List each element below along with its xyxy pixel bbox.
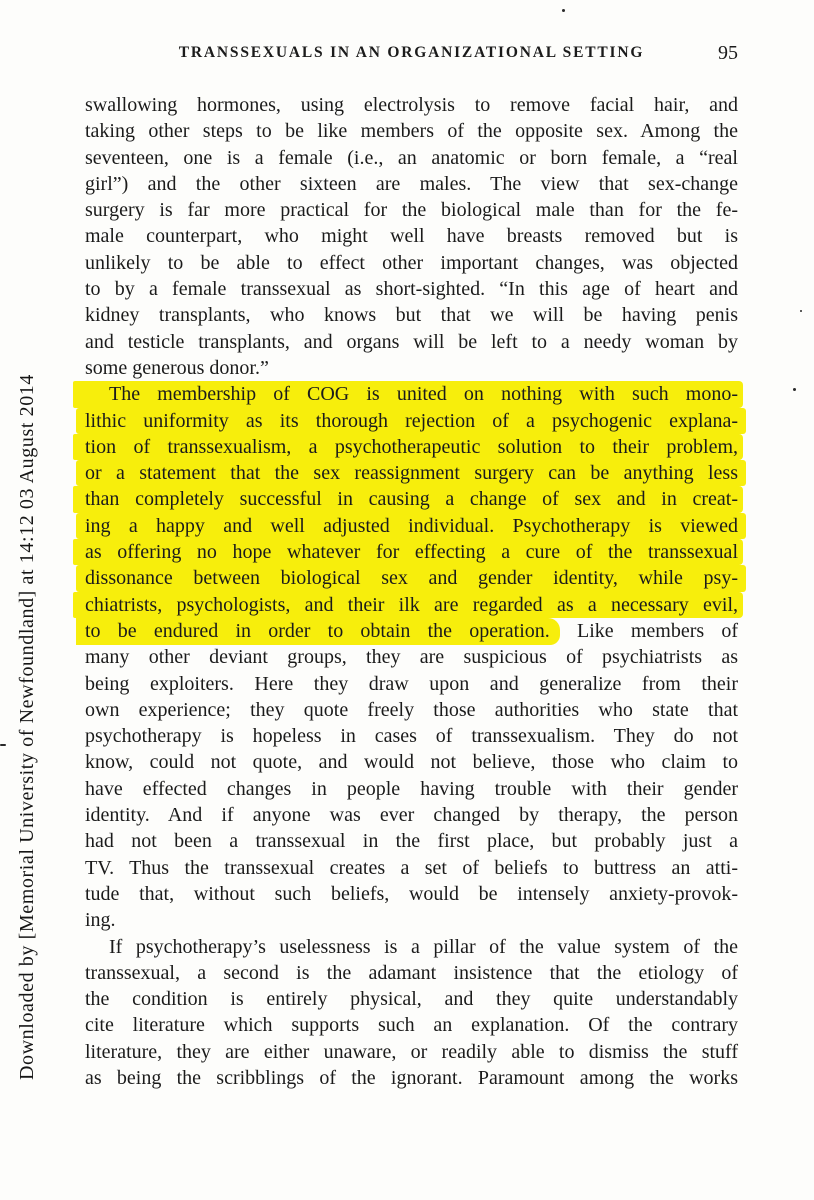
text-line: and testicle transplants, and organs will be left to a needy woman by — [85, 330, 738, 353]
text-line: taking other steps to be like members of the opposite sex. Among the — [85, 120, 738, 143]
text-line: lithic uniformity as its thorough rejection of a psychogenic explana- — [76, 408, 746, 434]
text-line: kidney transplants, who knows but that we will be having penis — [85, 304, 738, 327]
text-line: chiatrists, psychologists, and their ilk are regarded as a necessary evil, — [73, 592, 743, 618]
text-line: male counterpart, who might well have breasts removed but is — [85, 225, 738, 248]
page-header — [85, 44, 738, 68]
text-line: the condition is entirely physical, and they quite understandably — [85, 988, 738, 1011]
text-line: identity. And if anyone was ever changed by therapy, the person — [85, 804, 738, 827]
download-watermark: Downloaded by [Memorial University of Newfoundland] at 14:12 03 August 2014 — [16, 373, 38, 1080]
text-line: The membership of COG is united on nothing with such mono- — [73, 381, 743, 407]
text-line: as offering no hope whatever for effecting a cure of the transsexual — [73, 539, 743, 565]
text-line: had not been a transsexual in the first place, but probably just a — [85, 830, 738, 853]
text-line: girl”) and the other sixteen are males. The view that sex-change — [85, 172, 738, 195]
text-line: cite literature which supports such an explanation. Of the contrary — [85, 1014, 738, 1037]
text-line: than completely successful in causing a change of sex and in creat- — [73, 486, 743, 512]
text-line: unlikely to be able to effect other important changes, was objected — [85, 251, 738, 274]
text-line: know, could not quote, and would not believe, those who claim to — [85, 751, 738, 774]
text-line: being exploiters. Here they draw upon and generalize from their — [85, 672, 738, 695]
text-line: some generous donor.” — [85, 356, 269, 379]
text-line: many other deviant groups, they are suspicious of psychiatrists as — [85, 646, 738, 669]
scan-speck — [562, 9, 565, 12]
text-line: transsexual, a second is the adamant insistence that the etiology of — [85, 961, 738, 984]
body-text — [85, 92, 738, 1091]
scan-speck — [0, 744, 6, 746]
text-line: tude that, without such beliefs, would be intensely anxiety-provok- — [85, 882, 738, 905]
text-line: TV. Thus the transsexual creates a set of beliefs to buttress an atti- — [85, 856, 738, 879]
scan-speck — [793, 388, 796, 391]
scan-speck — [800, 310, 802, 312]
text-line: seventeen, one is a female (i.e., an anatomic or born female, a “real — [85, 146, 738, 169]
text-line: or a statement that the sex reassignment surgery can be anything less — [76, 460, 746, 486]
plain-text: Like members of — [559, 619, 739, 642]
text-line: psychotherapy is hopeless in cases of transsexualism. They do not — [85, 725, 738, 748]
text-line: tion of transsexualism, a psychotherapeutic solution to their problem, — [73, 434, 743, 460]
text-line: own experience; they quote freely those authorities who state that — [85, 698, 738, 721]
highlighted-text: to be endured in order to obtain the operation. — [76, 618, 560, 645]
text-line: ing a happy and well adjusted individual. Psychotherapy is viewed — [76, 513, 746, 539]
text-line: dissonance between biological sex and gender identity, while psy- — [76, 565, 746, 591]
text-line — [85, 618, 738, 644]
text-line: swallowing hormones, using electrolysis to remove facial hair, and — [85, 94, 738, 116]
page-number: 95 — [718, 42, 738, 64]
running-head-title: TRANSSEXUALS IN AN ORGANIZATIONAL SETTING — [178, 44, 645, 61]
text-line: ing. — [85, 909, 116, 932]
text-line: to by a female transsexual as short-sighted. “In this age of heart and — [85, 278, 738, 301]
text-line: If psychotherapy’s uselessness is a pillar of the value system of the — [109, 935, 738, 958]
text-line: as being the scribblings of the ignorant. Paramount among the works — [85, 1066, 738, 1089]
text-line: literature, they are either unaware, or readily able to dismiss the stuff — [85, 1040, 738, 1063]
text-line: surgery is far more practical for the biological male than for the fe- — [85, 199, 738, 222]
text-line: have effected changes in people having trouble with their gender — [85, 777, 738, 800]
